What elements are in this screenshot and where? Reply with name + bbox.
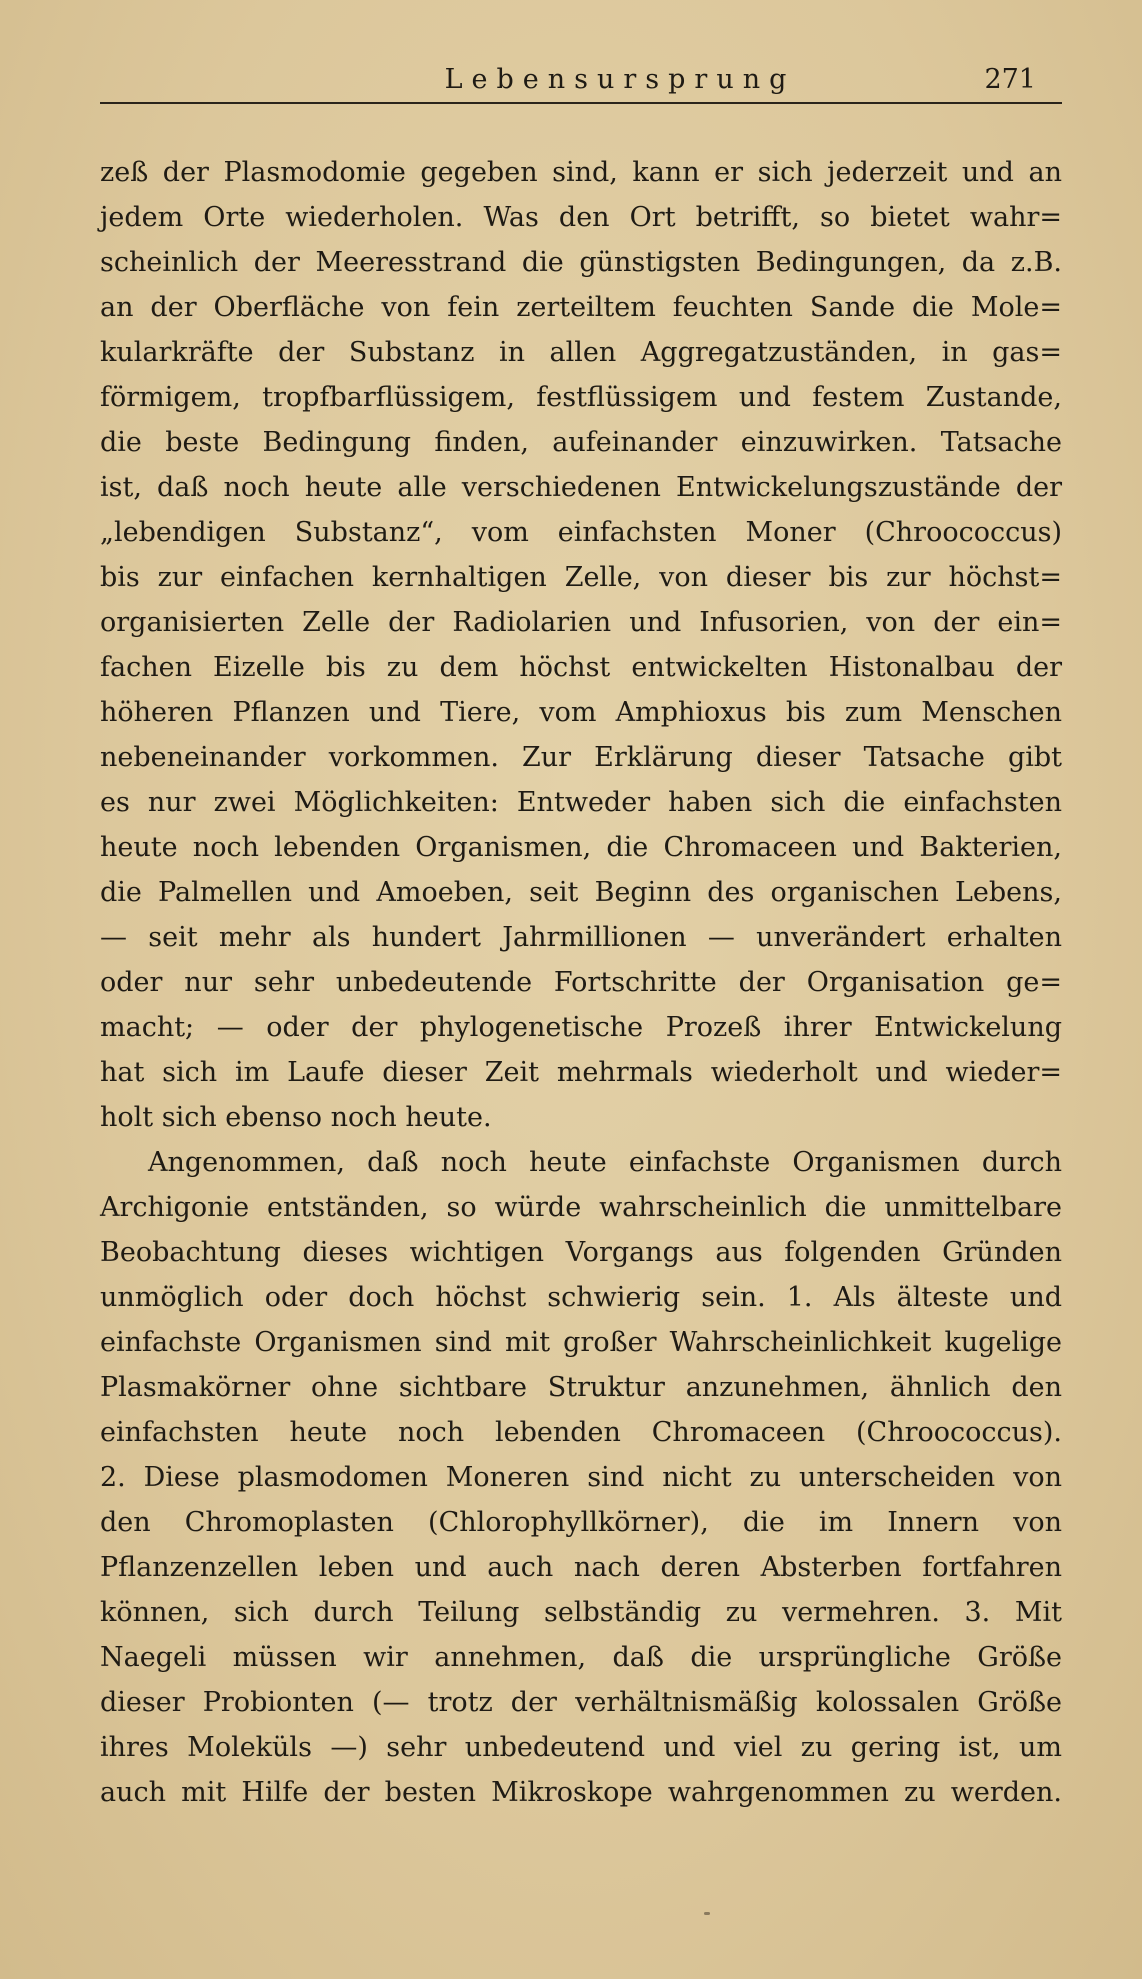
text-line: ihres Moleküls —) sehr unbedeutend und viel zu gering ist, um	[100, 1732, 1062, 1763]
text-line: fachen Eizelle bis zu dem höchst entwickelten Histonalbau der	[100, 652, 1062, 683]
paper-speck	[704, 1912, 710, 1915]
text-line: jedem Orte wiederholen. Was den Ort betrifft, so bietet wahr=	[100, 202, 1062, 233]
text-line: auch mit Hilfe der besten Mikroskope wahrgenommen zu werden.	[100, 1777, 1062, 1808]
text-line: — seit mehr als hundert Jahrmillionen — unverändert erhalten	[100, 922, 1062, 953]
text-line: förmigem, tropfbarflüssigem, festflüssigem und festem Zustande,	[100, 382, 1062, 413]
text-line: kularkräfte der Substanz in allen Aggregatzuständen, in gas=	[100, 337, 1062, 368]
text-line: heute noch lebenden Organismen, die Chromaceen und Bakterien,	[100, 832, 1062, 863]
text-line: scheinlich der Meeresstrand die günstigsten Bedingungen, da z.B.	[100, 247, 1062, 278]
text-line: nebeneinander vorkommen. Zur Erklärung dieser Tatsache gibt	[100, 742, 1062, 773]
text-line: Pflanzenzellen leben und auch nach deren Absterben fortfahren	[100, 1552, 1062, 1583]
body-text	[100, 150, 1062, 1815]
text-line: an der Oberfläche von fein zerteiltem feuchten Sande die Mole=	[100, 292, 1062, 323]
text-line: Plasmakörner ohne sichtbare Struktur anzunehmen, ähnlich den	[100, 1372, 1062, 1403]
text-line: die Palmellen und Amoeben, seit Beginn des organischen Lebens,	[100, 877, 1062, 908]
text-line: „lebendigen Substanz“, vom einfachsten Moner (Chroococcus)	[100, 517, 1062, 548]
text-line: oder nur sehr unbedeutende Fortschritte der Organisation ge=	[100, 967, 1062, 998]
text-line: den Chromoplasten (Chlorophyllkörner), die im Innern von	[100, 1507, 1062, 1538]
text-line: die beste Bedingung finden, aufeinander einzuwirken. Tatsache	[100, 427, 1062, 458]
text-line: unmöglich oder doch höchst schwierig sein. 1. Als älteste und	[100, 1282, 1062, 1313]
text-line: dieser Probionten (— trotz der verhältnismäßig kolossalen Größe	[100, 1687, 1062, 1718]
page-number: 271	[984, 64, 1036, 95]
paragraph-end-line: holt sich ebenso noch heute.	[100, 1102, 492, 1133]
text-line: es nur zwei Möglichkeiten: Entweder haben sich die einfachsten	[100, 787, 1062, 818]
text-line: organisierten Zelle der Radiolarien und Infusorien, von der ein=	[100, 607, 1062, 638]
running-title: Lebensursprung	[444, 64, 796, 95]
text-line: hat sich im Laufe dieser Zeit mehrmals wiederholt und wieder=	[100, 1057, 1062, 1088]
text-line: einfachste Organismen sind mit großer Wahrscheinlichkeit kugelige	[100, 1327, 1062, 1358]
text-line: können, sich durch Teilung selbständig zu vermehren. 3. Mit	[100, 1597, 1062, 1628]
text-line: Beobachtung dieses wichtigen Vorgangs aus folgenden Gründen	[100, 1237, 1062, 1268]
text-line: zeß der Plasmodomie gegeben sind, kann er sich jederzeit und an	[100, 157, 1062, 188]
text-line: ist, daß noch heute alle verschiedenen Entwickelungszustände der	[100, 472, 1062, 503]
paragraph-start-line: Angenommen, daß noch heute einfachste Organismen durch	[148, 1147, 1062, 1178]
text-line: Naegeli müssen wir annehmen, daß die ursprüngliche Größe	[100, 1642, 1062, 1673]
text-line: Archigonie entständen, so würde wahrscheinlich die unmittelbare	[100, 1192, 1062, 1223]
text-line: einfachsten heute noch lebenden Chromaceen (Chroococcus).	[100, 1417, 1062, 1448]
text-line: bis zur einfachen kernhaltigen Zelle, von dieser bis zur höchst=	[100, 562, 1062, 593]
text-line: höheren Pflanzen und Tiere, vom Amphioxus bis zum Menschen	[100, 697, 1062, 728]
text-line: macht; — oder der phylogenetische Prozeß ihrer Entwickelung	[100, 1012, 1062, 1043]
text-line: 2. Diese plasmodomen Moneren sind nicht zu unterscheiden von	[100, 1462, 1062, 1493]
page-header	[100, 62, 1062, 104]
